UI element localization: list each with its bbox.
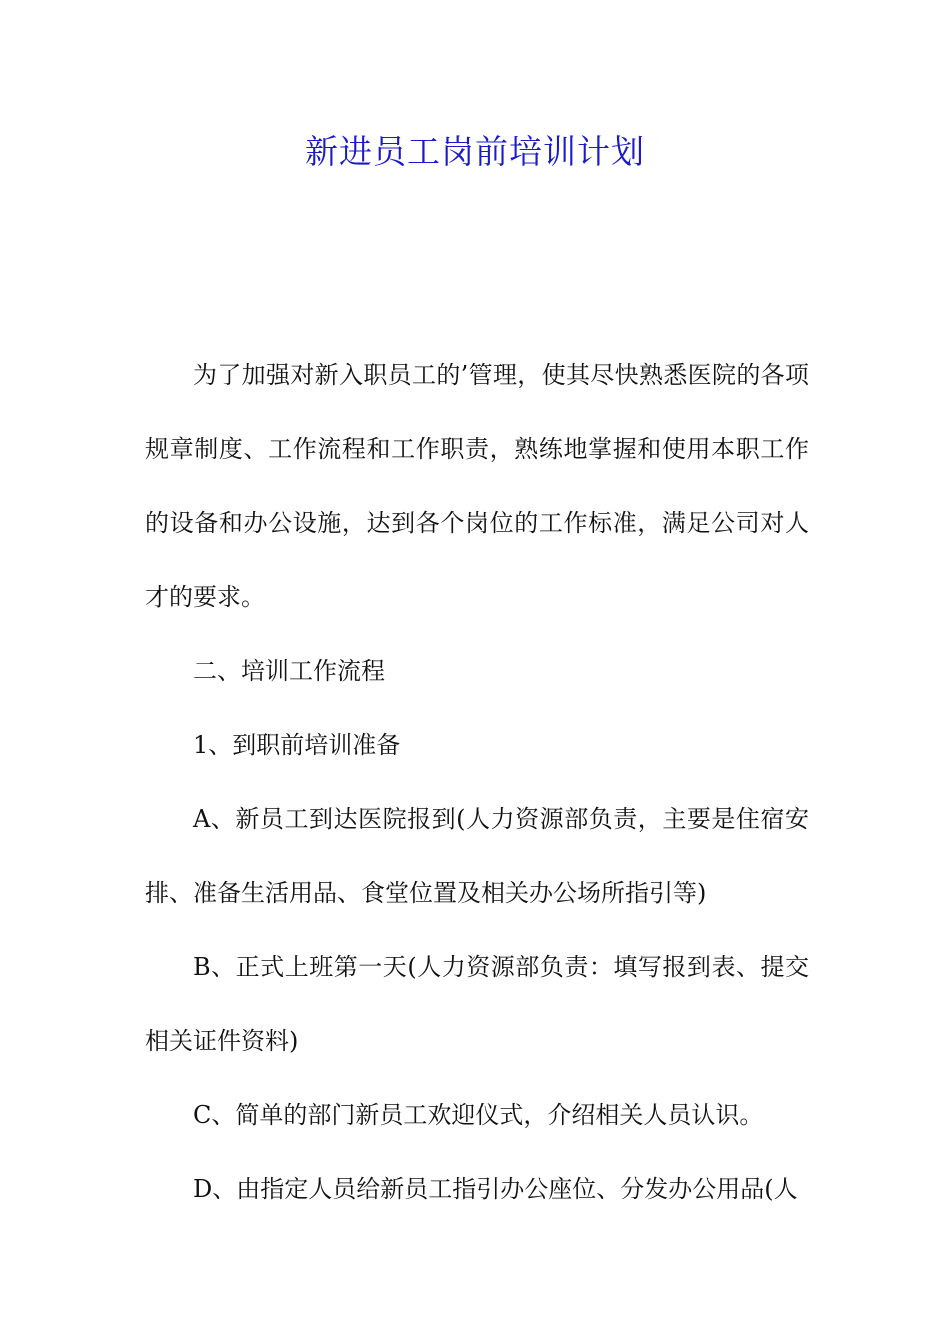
list-item-a: A、新员工到达医院报到(人力资源部负责，主要是住宿安排、准备生活用品、食堂位置及相关办公场所指引等) <box>145 805 809 907</box>
list-item-c: C、简单的部门新员工欢迎仪式，介绍相关人员认识。 <box>193 1101 764 1129</box>
subsection-heading-pre-arrival: 1、到职前培训准备 <box>193 731 401 759</box>
document-title: 新进员工岗前培训计划 <box>305 132 645 171</box>
list-item-d: D、由指定人员给新员工指引办公座位、分发办公用品(人 <box>193 1175 798 1203</box>
document-body <box>145 338 809 1226</box>
list-item-b: B、正式上班第一天(人力资源部负责：填写报到表、提交相关证件资料) <box>145 953 809 1055</box>
section-heading-training-process: 二、培训工作流程 <box>193 657 385 685</box>
paragraph-intro: 为了加强对新入职员工的’管理，使其尽快熟悉医院的各项规章制度、工作流程和工作职责，熟练地掌握和使用本职工作的设备和办公设施，达到各个岗位的工作标准，满足公司对人才的要求。 <box>145 361 809 611</box>
